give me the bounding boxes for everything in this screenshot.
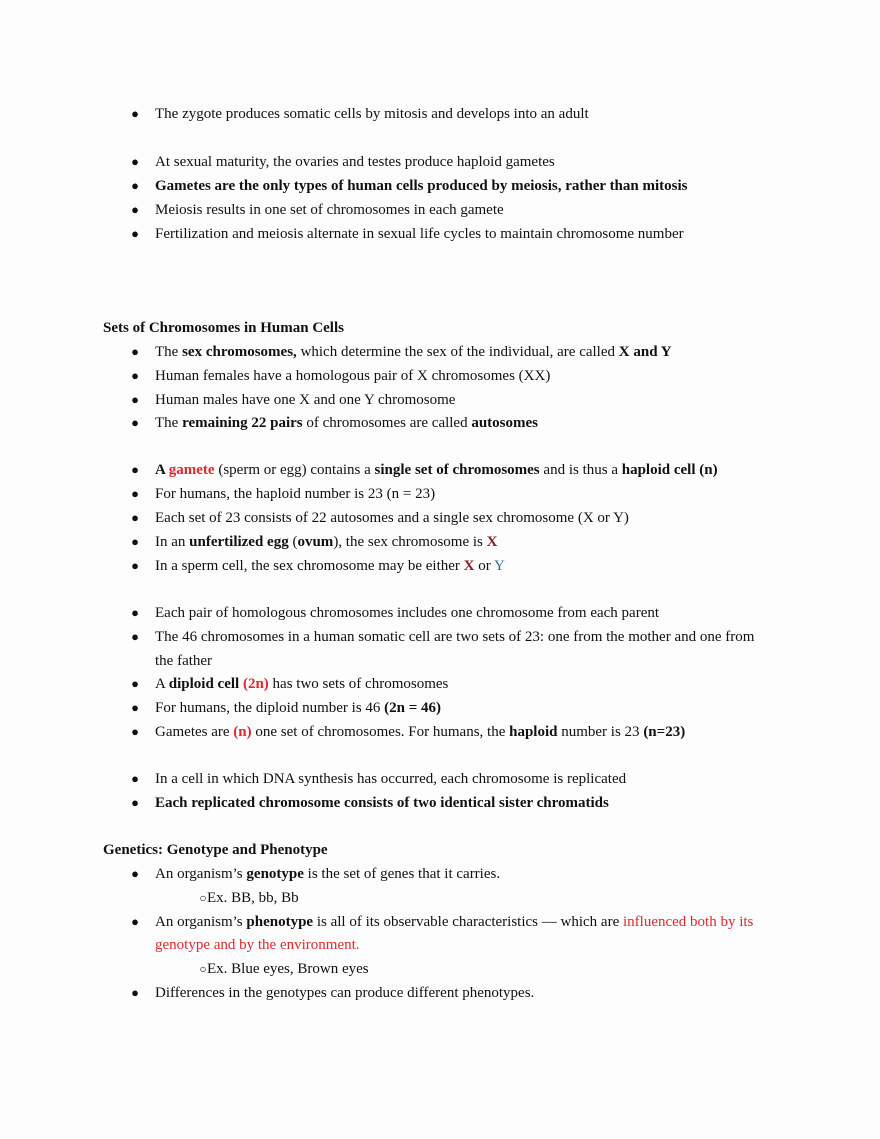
- list-item: [155, 532, 497, 552]
- list-item: Human males have one X and one Y chromosome: [155, 392, 456, 408]
- text: The: [155, 415, 183, 431]
- text: Gametes are: [155, 724, 234, 740]
- text: has two sets of chromosomes: [268, 676, 449, 692]
- bullet-icon: ●: [131, 462, 139, 477]
- list-item: In a cell in which DNA synthesis has occurred, each chromosome is replicated: [155, 771, 627, 787]
- bullet-icon: ●: [131, 202, 139, 217]
- term: remaining 22 pairs: [182, 415, 303, 431]
- bullet-icon: ●: [131, 486, 139, 501]
- text: one set of chromosomes. For humans, the: [251, 724, 510, 740]
- term: diploid cell: [168, 676, 240, 692]
- bullet-icon: ●: [131, 629, 139, 644]
- term: haploid: [509, 724, 558, 740]
- list-item: Differences in the genotypes can produce different phenotypes.: [155, 985, 535, 1001]
- bullet-icon: ●: [131, 985, 139, 1000]
- text: A: [155, 462, 169, 478]
- text: The: [155, 344, 183, 360]
- bullet-icon: ●: [131, 771, 139, 786]
- term: (n=23): [643, 724, 686, 740]
- list-item: Each set of 23 consists of 22 autosomes and a single sex chromosome (X or Y): [155, 510, 629, 526]
- bullet-icon: ●: [131, 724, 139, 739]
- text: is all of its observable characteristics — which are: [313, 914, 623, 930]
- list-item-continuation: genotype and by the environment.: [155, 937, 360, 953]
- text: ), the sex chromosome is: [333, 534, 487, 550]
- term: (n): [233, 724, 252, 740]
- list-item: The zygote produces somatic cells by mitosis and develops into an adult: [155, 106, 589, 122]
- text: A: [155, 676, 169, 692]
- term: haploid cell (n): [621, 462, 718, 478]
- list-item: [155, 342, 672, 362]
- highlight: influenced both by its: [622, 914, 754, 930]
- bullet-icon: ●: [131, 914, 139, 929]
- bullet-icon: ●: [131, 154, 139, 169]
- bullet-icon: ●: [131, 106, 139, 121]
- term: X: [463, 558, 475, 574]
- term: X: [486, 534, 498, 550]
- bullet-icon: ●: [131, 676, 139, 691]
- text: (: [288, 534, 298, 550]
- list-item: Human females have a homologous pair of X chromosomes (XX): [155, 368, 551, 384]
- bullet-icon: ●: [131, 178, 139, 193]
- text: (sperm or egg) contains a: [214, 462, 375, 478]
- list-item: [155, 556, 505, 576]
- term: autosomes: [471, 415, 539, 431]
- list-item: Gametes are the only types of human cells produced by meiosis, rather than mitosis: [155, 178, 688, 194]
- list-item: Each replicated chromosome consists of two identical sister chromatids: [155, 795, 609, 811]
- term: gamete: [168, 462, 215, 478]
- term: unfertilized egg: [189, 534, 289, 550]
- bullet-icon: ●: [131, 344, 139, 359]
- list-item: The 46 chromosomes in a human somatic cell are two sets of 23: one from the mother and one from: [155, 629, 755, 645]
- sub-bullet-icon: ○: [199, 891, 207, 905]
- term: sex chromosomes,: [182, 344, 297, 360]
- list-item: At sexual maturity, the ovaries and testes produce haploid gametes: [155, 154, 555, 170]
- bullet-icon: ●: [131, 392, 139, 407]
- term: phenotype: [246, 914, 314, 930]
- term: X and Y: [618, 344, 672, 360]
- sub-bullet-icon: ○: [199, 962, 207, 976]
- list-item: [155, 912, 753, 932]
- text: An organism’s: [155, 914, 247, 930]
- list-item-continuation: the father: [155, 653, 213, 669]
- text: For humans, the diploid number is 46: [155, 700, 385, 716]
- term: Y: [493, 558, 505, 574]
- bullet-icon: ●: [131, 795, 139, 810]
- section-heading: Sets of Chromosomes in Human Cells: [103, 320, 344, 336]
- term: (2n = 46): [384, 700, 442, 716]
- text: or: [474, 558, 494, 574]
- bullet-icon: ●: [131, 700, 139, 715]
- term: ovum: [297, 534, 334, 550]
- text: is the set of genes that it carries.: [303, 866, 501, 882]
- bullet-icon: ●: [131, 866, 139, 881]
- text: and is thus a: [539, 462, 622, 478]
- bullet-icon: ●: [131, 510, 139, 525]
- list-item: Meiosis results in one set of chromosomes in each gamete: [155, 202, 504, 218]
- section-heading: Genetics: Genotype and Phenotype: [103, 842, 328, 858]
- list-item: [155, 722, 685, 742]
- list-item: [155, 864, 500, 884]
- term: (2n): [239, 676, 269, 692]
- term: single set of chromosomes: [374, 462, 540, 478]
- list-item: [155, 460, 718, 480]
- text: In a sperm cell, the sex chromosome may be either: [155, 558, 464, 574]
- bullet-icon: ●: [131, 368, 139, 383]
- list-item: Each pair of homologous chromosomes includes one chromosome from each parent: [155, 605, 660, 621]
- list-item: Fertilization and meiosis alternate in sexual life cycles to maintain chromosome number: [155, 226, 684, 242]
- list-item: [155, 698, 441, 718]
- bullet-icon: ●: [131, 226, 139, 241]
- sub-list-item: Ex. BB, bb, Bb: [207, 890, 299, 906]
- list-item: For humans, the haploid number is 23 (n = 23): [155, 486, 436, 502]
- bullet-icon: ●: [131, 558, 139, 573]
- text: An organism’s: [155, 866, 247, 882]
- list-item: [155, 413, 538, 433]
- sub-list-item: Ex. Blue eyes, Brown eyes: [207, 961, 369, 977]
- text: In an: [155, 534, 190, 550]
- text: number is 23: [557, 724, 644, 740]
- bullet-icon: ●: [131, 534, 139, 549]
- bullet-icon: ●: [131, 415, 139, 430]
- bullet-icon: ●: [131, 605, 139, 620]
- term: genotype: [246, 866, 304, 882]
- text: of chromosomes are called: [302, 415, 472, 431]
- list-item: [155, 674, 448, 694]
- text: which determine the sex of the individual, are called: [296, 344, 619, 360]
